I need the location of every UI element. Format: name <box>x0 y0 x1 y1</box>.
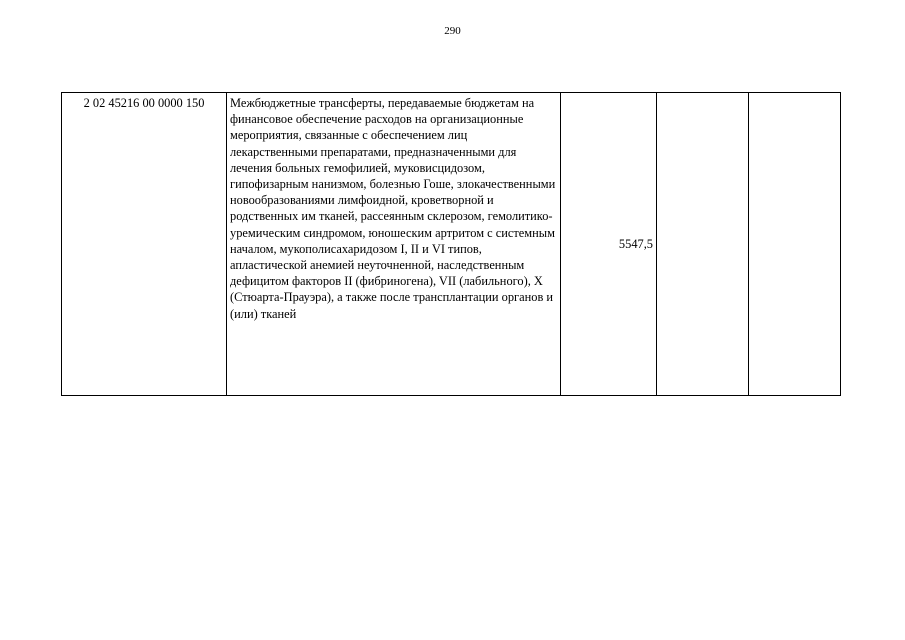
page-number: 290 <box>444 25 461 37</box>
table-row <box>62 93 841 396</box>
description-cell: Межбюджетные трансферты, передаваемые бюджетам на финансовое обеспечение расходов на организационные мероприятия, связанные с обеспечением лиц лекарственными препаратами, предназначенными для лечения больных гемофилией, муковисцидозом, гипофизарным нанизмом, болезнью Гоше, злокачественными новообразованиями лимфоидной, кроветворной и родственных им тканей, рассеянным склерозом, гемолитико-уремическим синдромом, юношеским артритом с системным началом, мукополисахаридозом I, II и VI типов, апластической анемией неуточненной, наследственным дефицитом факторов II (фибриногена), VII (лабильного), X (Стюарта-Прауэра), а также после трансплантации органов и (или) тканей <box>227 93 561 396</box>
empty-cell <box>657 93 749 396</box>
budget-table <box>61 92 841 396</box>
amount-cell: 5547,5 <box>561 93 657 396</box>
budget-code-cell: 2 02 45216 00 0000 150 <box>62 93 227 396</box>
empty-cell <box>749 93 841 396</box>
